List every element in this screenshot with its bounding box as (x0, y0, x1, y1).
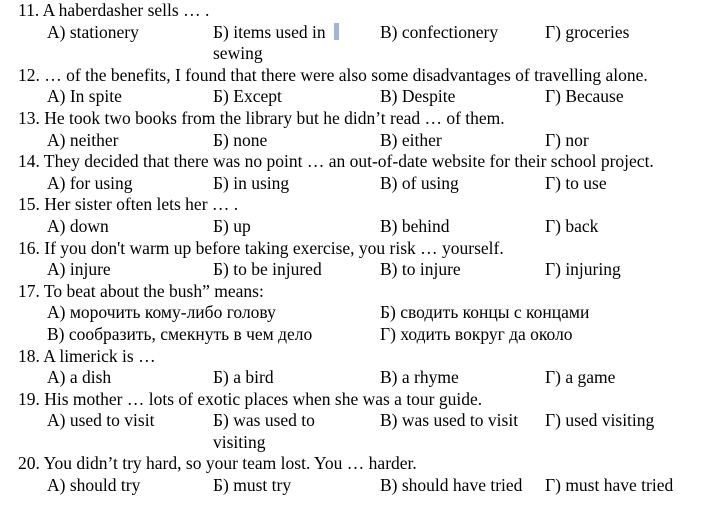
option-b-text: Б) items used in sewing (213, 21, 326, 64)
question-text: 16. If you don't warm up before taking exercise, you risk … yourself. (18, 237, 504, 258)
answer-options (47, 22, 708, 65)
option-a: А) neither (47, 129, 119, 150)
question-text: 14. They decided that there was no point … an out-of-date website for their school project. (18, 151, 654, 172)
question-text: 11. A haberdasher sells … . (18, 0, 210, 20)
option-c: В) was used to visit (380, 410, 519, 431)
option-c: В) confectionery (380, 21, 499, 42)
option-c: В) a rhyme (380, 367, 459, 388)
option-c: В) сообразить, смекнуть в чем дело (47, 323, 313, 344)
option-d: Г) ходить вокруг да около (380, 323, 573, 344)
option-d: Г) Because (545, 86, 624, 107)
answer-options (47, 216, 708, 238)
question-text: 15. Her sister often lets her … . (18, 194, 239, 215)
option-d: Г) to use (545, 172, 607, 193)
option-d: Г) injuring (545, 259, 621, 280)
option-b: Б) was used to visiting (213, 410, 315, 452)
answer-options (47, 475, 708, 518)
question-16 (18, 238, 708, 281)
option-a: А) injure (47, 259, 111, 280)
answer-options (47, 259, 708, 281)
option-a: А) a dish (47, 367, 112, 388)
option-b: Б) in using (213, 172, 290, 193)
option-a: А) In spite (47, 86, 122, 107)
question-text: 12. … of the benefits, I found that there were also some disadvantages of travelling alone. (18, 64, 648, 85)
answer-options (47, 367, 708, 389)
option-a: А) for using (47, 172, 133, 193)
option-b: Б) up (213, 215, 251, 236)
answer-options (47, 302, 708, 345)
option-b: Б) none (213, 129, 268, 150)
option-c: В) behind (380, 215, 450, 236)
answer-options (47, 130, 708, 152)
option-a: А) морочить кому-либо голову (47, 302, 276, 323)
option-c: В) of using (380, 172, 459, 193)
question-13 (18, 108, 708, 151)
option-c: В) either (380, 129, 442, 150)
option-b: Б) Except (213, 86, 282, 107)
option-c: В) to injure (380, 259, 461, 280)
option-a: А) down (47, 215, 109, 236)
question-17 (18, 281, 708, 346)
option-d: Г) back (545, 215, 599, 236)
option-b: Б) a bird (213, 367, 274, 388)
option-a: А) stationery (47, 21, 139, 42)
option-b: Б) must try (213, 475, 292, 496)
question-15 (18, 194, 708, 237)
question-text: 19. His mother … lots of exotic places when she was a tour guide. (18, 388, 483, 409)
answer-options (47, 173, 708, 195)
option-d: Г) used visiting (545, 410, 655, 431)
question-text: 20. You didn’t try hard, so your team lost. You … harder. (18, 453, 417, 474)
question-19 (18, 389, 708, 454)
test-sheet (18, 0, 708, 518)
option-b: Б) сводить концы с концами (380, 302, 590, 323)
text-cursor-highlight (334, 23, 339, 40)
option-d: Г) nor (545, 129, 589, 150)
option-b (213, 22, 368, 65)
option-a: А) used to visit (47, 410, 155, 431)
option-b: Б) to be injured (213, 259, 322, 280)
option-c: В) Despite (380, 86, 456, 107)
question-12 (18, 65, 708, 108)
question-text: 13. He took two books from the library but he didn’t read … of them. (18, 107, 505, 128)
question-18 (18, 346, 708, 389)
option-c: В) should have tried (380, 475, 523, 496)
answer-options (47, 410, 708, 453)
option-d: Г) a game (545, 367, 616, 388)
question-20 (18, 453, 708, 518)
option-a: А) should try (47, 475, 141, 496)
question-text: 17. To beat about the bush” means: (18, 280, 264, 301)
option-d: Г) groceries (545, 21, 630, 42)
question-14 (18, 151, 708, 194)
answer-options (47, 86, 708, 108)
question-text: 18. A limerick is … (18, 345, 156, 366)
question-11 (18, 0, 708, 65)
option-d: Г) must have tried (545, 475, 674, 496)
